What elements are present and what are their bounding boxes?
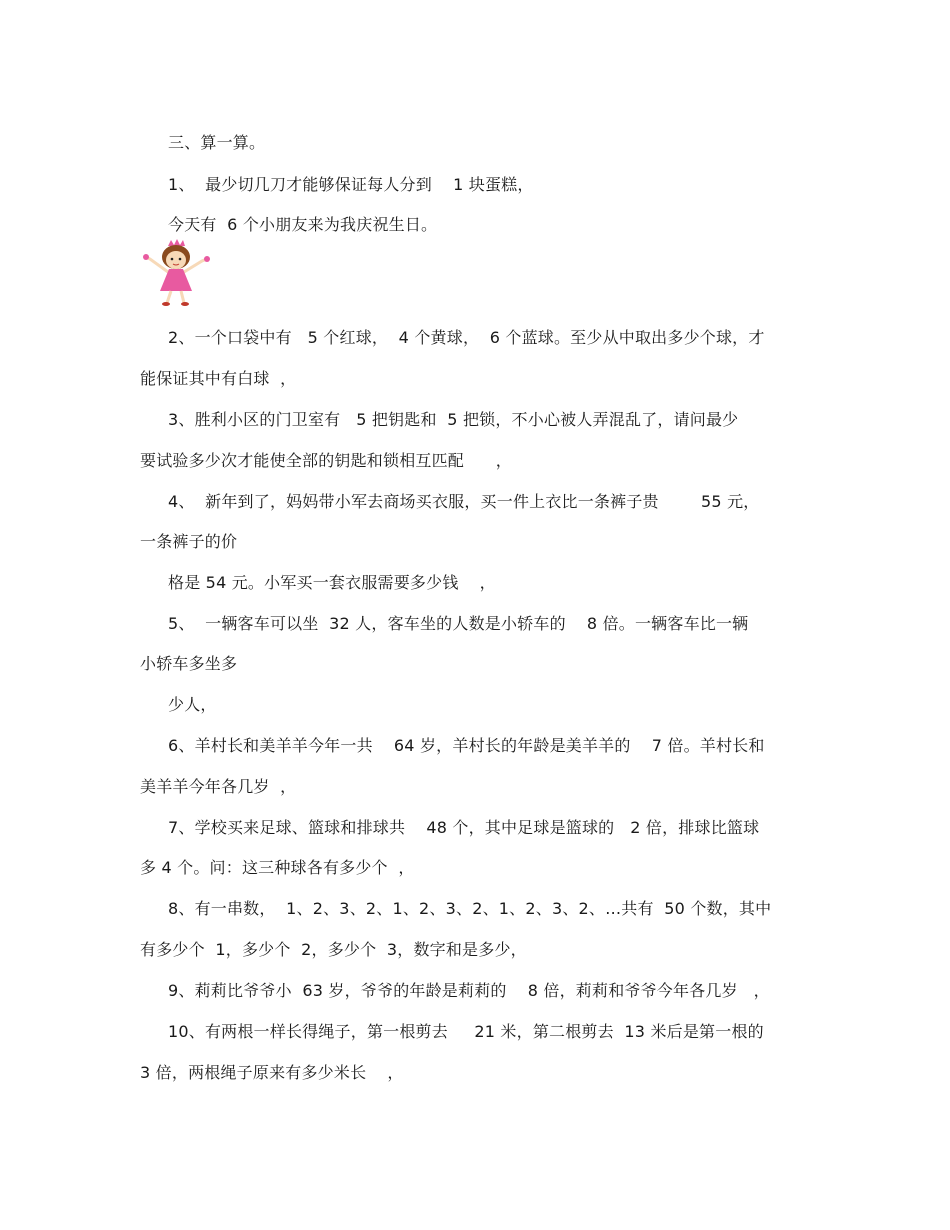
problem-6-line-1: 6、羊村长和美羊羊今年一共 64 岁，羊村长的年龄是美羊羊的 7 倍。羊村长和	[168, 736, 765, 755]
problem-5-line-2: 小轿车多坐多	[140, 654, 238, 673]
problem-4-line-3: 格是 54 元。小军买一套衣服需要多少钱 ，	[168, 573, 496, 592]
problem-8-line-2: 有多少个 1，多少个 2，多少个 3，数字和是多少，	[140, 940, 527, 959]
problem-10-line-2: 3 倍，两根绳子原来有多少米长 ，	[140, 1063, 404, 1082]
problem-7-line-1: 7、学校买来足球、篮球和排球共 48 个，其中足球是篮球的 2 倍，排球比篮球	[168, 818, 760, 837]
section-title: 三、算一算。	[168, 133, 266, 152]
problem-10-line-1: 10、有两根一样长得绳子，第一根剪去 21 米，第二根剪去 13 米后是第一根的	[168, 1022, 764, 1041]
problem-9-line-1: 9、莉莉比爷爷小 63 岁，爷爷的年龄是莉莉的 8 倍，莉莉和爷爷今年各几岁 ，	[168, 981, 770, 1000]
girl-illustration	[140, 237, 213, 308]
problem-3-line-2: 要试验多少次才能使全部的钥匙和锁相互匹配 ，	[140, 451, 512, 470]
problem-2-line-2: 能保证其中有白球 ，	[140, 369, 297, 388]
problem-2-line-1: 2、一个口袋中有 5 个红球， 4 个黄球， 6 个蓝球。至少从中取出多少个球，才	[168, 328, 765, 347]
problem-4-line-2: 一条裤子的价	[140, 532, 238, 551]
problem-5-line-1: 5、 一辆客车可以坐 32 人，客车坐的人数是小轿车的 8 倍。一辆客车比一辆	[168, 614, 749, 633]
problem-1-line-1: 1、 最少切几刀才能够保证每人分到 1 块蛋糕，	[168, 175, 534, 194]
problem-7-line-2: 多 4 个。问：这三种球各有多少个 ，	[140, 858, 415, 877]
problem-1-line-2: 今天有 6 个小朋友来为我庆祝生日。	[168, 215, 438, 234]
problem-3-line-1: 3、胜利小区的门卫室有 5 把钥匙和 5 把锁，不小心被人弄混乱了，请问最少	[168, 410, 739, 429]
problem-6-line-2: 美羊羊今年各几岁 ，	[140, 777, 297, 796]
problem-5-line-3: 少人，	[168, 695, 217, 714]
problem-8-line-1: 8、有一串数， 1、2、3、2、1、2、3、2、1、2、3、2、…共有 50 个数，其中	[168, 899, 772, 918]
problem-4-line-1: 4、 新年到了，妈妈带小军去商场买衣服，买一件上衣比一条裤子贵 55 元，	[168, 492, 760, 511]
